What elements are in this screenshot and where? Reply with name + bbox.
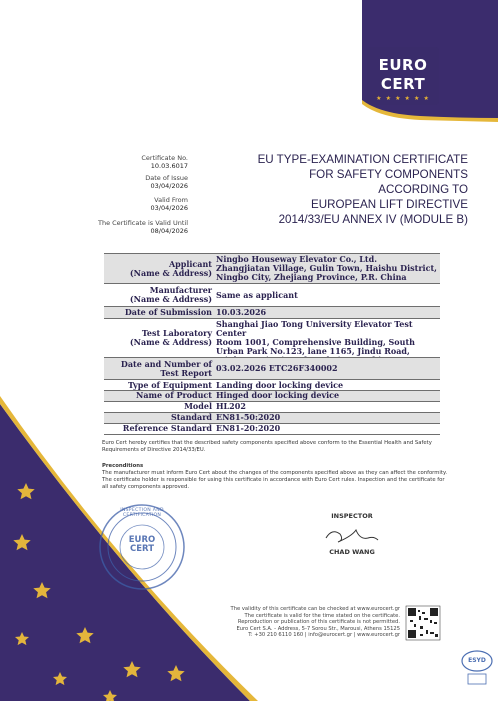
title-line: EU TYPE-EXAMINATION CERTIFICATE [257, 153, 468, 166]
standard-value: EN81-50:2020 [216, 412, 281, 422]
laboratory-label: Test Laboratory (Name & Address) [129, 328, 212, 347]
conformity-statement: Euro Cert hereby certifies that the described safety components specified above conform to the Essential Health and Safety Requirements of Directive 2014/33/EU. [102, 440, 432, 453]
certificate-title [232, 152, 468, 227]
meta-label: Certificate No. [141, 154, 188, 162]
title-line: EUROPEAN LIFT DIRECTIVE [311, 198, 468, 211]
title-line: FOR SAFETY COMPONENTS [309, 168, 468, 181]
equipment-label: Type of Equipment [128, 380, 212, 390]
equipment-value: Landing door locking device [216, 380, 344, 390]
submission-row [104, 307, 440, 318]
manufacturer-label: Manufacturer (Name & Address) [129, 285, 212, 304]
model-label: Model [184, 401, 212, 411]
footer-line: T: +30 210 6110 160 | info@eurocert.gr | www.eurocert.gr [248, 632, 400, 639]
standard-label: Standard [170, 412, 212, 422]
manufacturer-row [104, 284, 440, 306]
title-line: 2014/33/EU ANNEX IV (MODULE B) [278, 213, 468, 226]
certificate-meta [58, 197, 188, 212]
laboratory-value: Shanghai Jiao Tong University Elevator Test Center Room 1001, Comprehensive Building, South Urban Park No.123, lane 1165, Jindu Road, [216, 319, 415, 356]
inspector-signature [326, 530, 378, 542]
qr-code [406, 606, 440, 640]
title-line: ACCORDING TO [378, 183, 468, 196]
inspector-name: CHAD WANG [329, 548, 375, 556]
submission-label: Date of Submission [124, 307, 212, 317]
submission-value: 10.03.2026 [216, 307, 267, 317]
reference-label: Reference Standard [122, 423, 212, 433]
reference-row [104, 424, 440, 434]
applicant-row [104, 254, 440, 283]
meta-label: Date of Issue [145, 174, 188, 182]
product-value: Hinged door locking device [216, 390, 340, 400]
footer-line: The certificate is valid for the time stated on the certificate. [244, 612, 400, 619]
laboratory-row [104, 319, 440, 357]
certificate-meta [58, 155, 188, 170]
report-label: Date and Number of Test Report [120, 359, 212, 378]
certificate-meta [58, 175, 188, 190]
applicant-value: Ningbo Houseway Elevator Co., Ltd. Zhangjiatan Village, Gulin Town, Haishu District, Ningbo City, Zhejiang Province, P.R. China [216, 254, 437, 282]
meta-label: Valid From [154, 196, 188, 204]
product-label: Name of Product [136, 390, 212, 400]
table-rule [104, 434, 440, 435]
seal-center [122, 536, 162, 554]
equipment-row [104, 380, 440, 390]
product-row [104, 391, 440, 401]
meta-value: 03/04/2026 [150, 203, 188, 212]
meta-value: 08/04/2026 [150, 226, 188, 235]
meta-value: 10.03.6017 [150, 161, 188, 170]
seal-ring-text: INSPECTION AND CERTIFICATION [120, 508, 164, 518]
standard-row [104, 413, 440, 423]
applicant-label: Applicant (Name & Address) [129, 259, 212, 278]
footer-line: The validity of this certificate can be checked at www.eurocert.gr [230, 606, 400, 612]
logo-stars-icon: ★ ★ ★ ★ ★ ★ [376, 95, 430, 102]
logo-line-2: CERT [380, 75, 426, 93]
meta-label: The Certificate is Valid Until [97, 219, 188, 227]
preconditions-heading: Preconditions [102, 463, 144, 469]
euro-cert-logo [367, 47, 439, 105]
model-row [104, 402, 440, 412]
footer-line: Reproduction or publication of this certificate is not permitted. [237, 619, 400, 626]
inspector-title: INSPECTOR [331, 512, 373, 520]
certificate-meta [58, 220, 188, 235]
report-row [104, 358, 440, 379]
meta-value: 03/04/2026 [150, 181, 188, 190]
manufacturer-value: Same as applicant [216, 290, 298, 300]
seal-line-2: CERT [129, 544, 154, 554]
logo-line-1: EURO [378, 56, 428, 74]
model-value: HL202 [216, 401, 246, 411]
accreditation-label: ESYD [468, 657, 486, 664]
report-value: 03.02.2026 ETC26F340002 [216, 363, 338, 373]
footer-line: Euro Cert S.A. - Address, 5-7 Sorou Str., Marousi, Athens 15125 [236, 625, 400, 632]
footer-notes [188, 606, 400, 639]
preconditions-text: The manufacturer must inform Euro Cert about the changes of the components specified above as they can affect the conformity. The certificate holder is responsible for using this certificate in accordance with Euro Cert rules. Inspection and the certificate for all safety components approved. [102, 470, 448, 490]
seal-line-1: EURO [128, 535, 156, 545]
reference-value: EN81-20:2020 [216, 423, 281, 433]
